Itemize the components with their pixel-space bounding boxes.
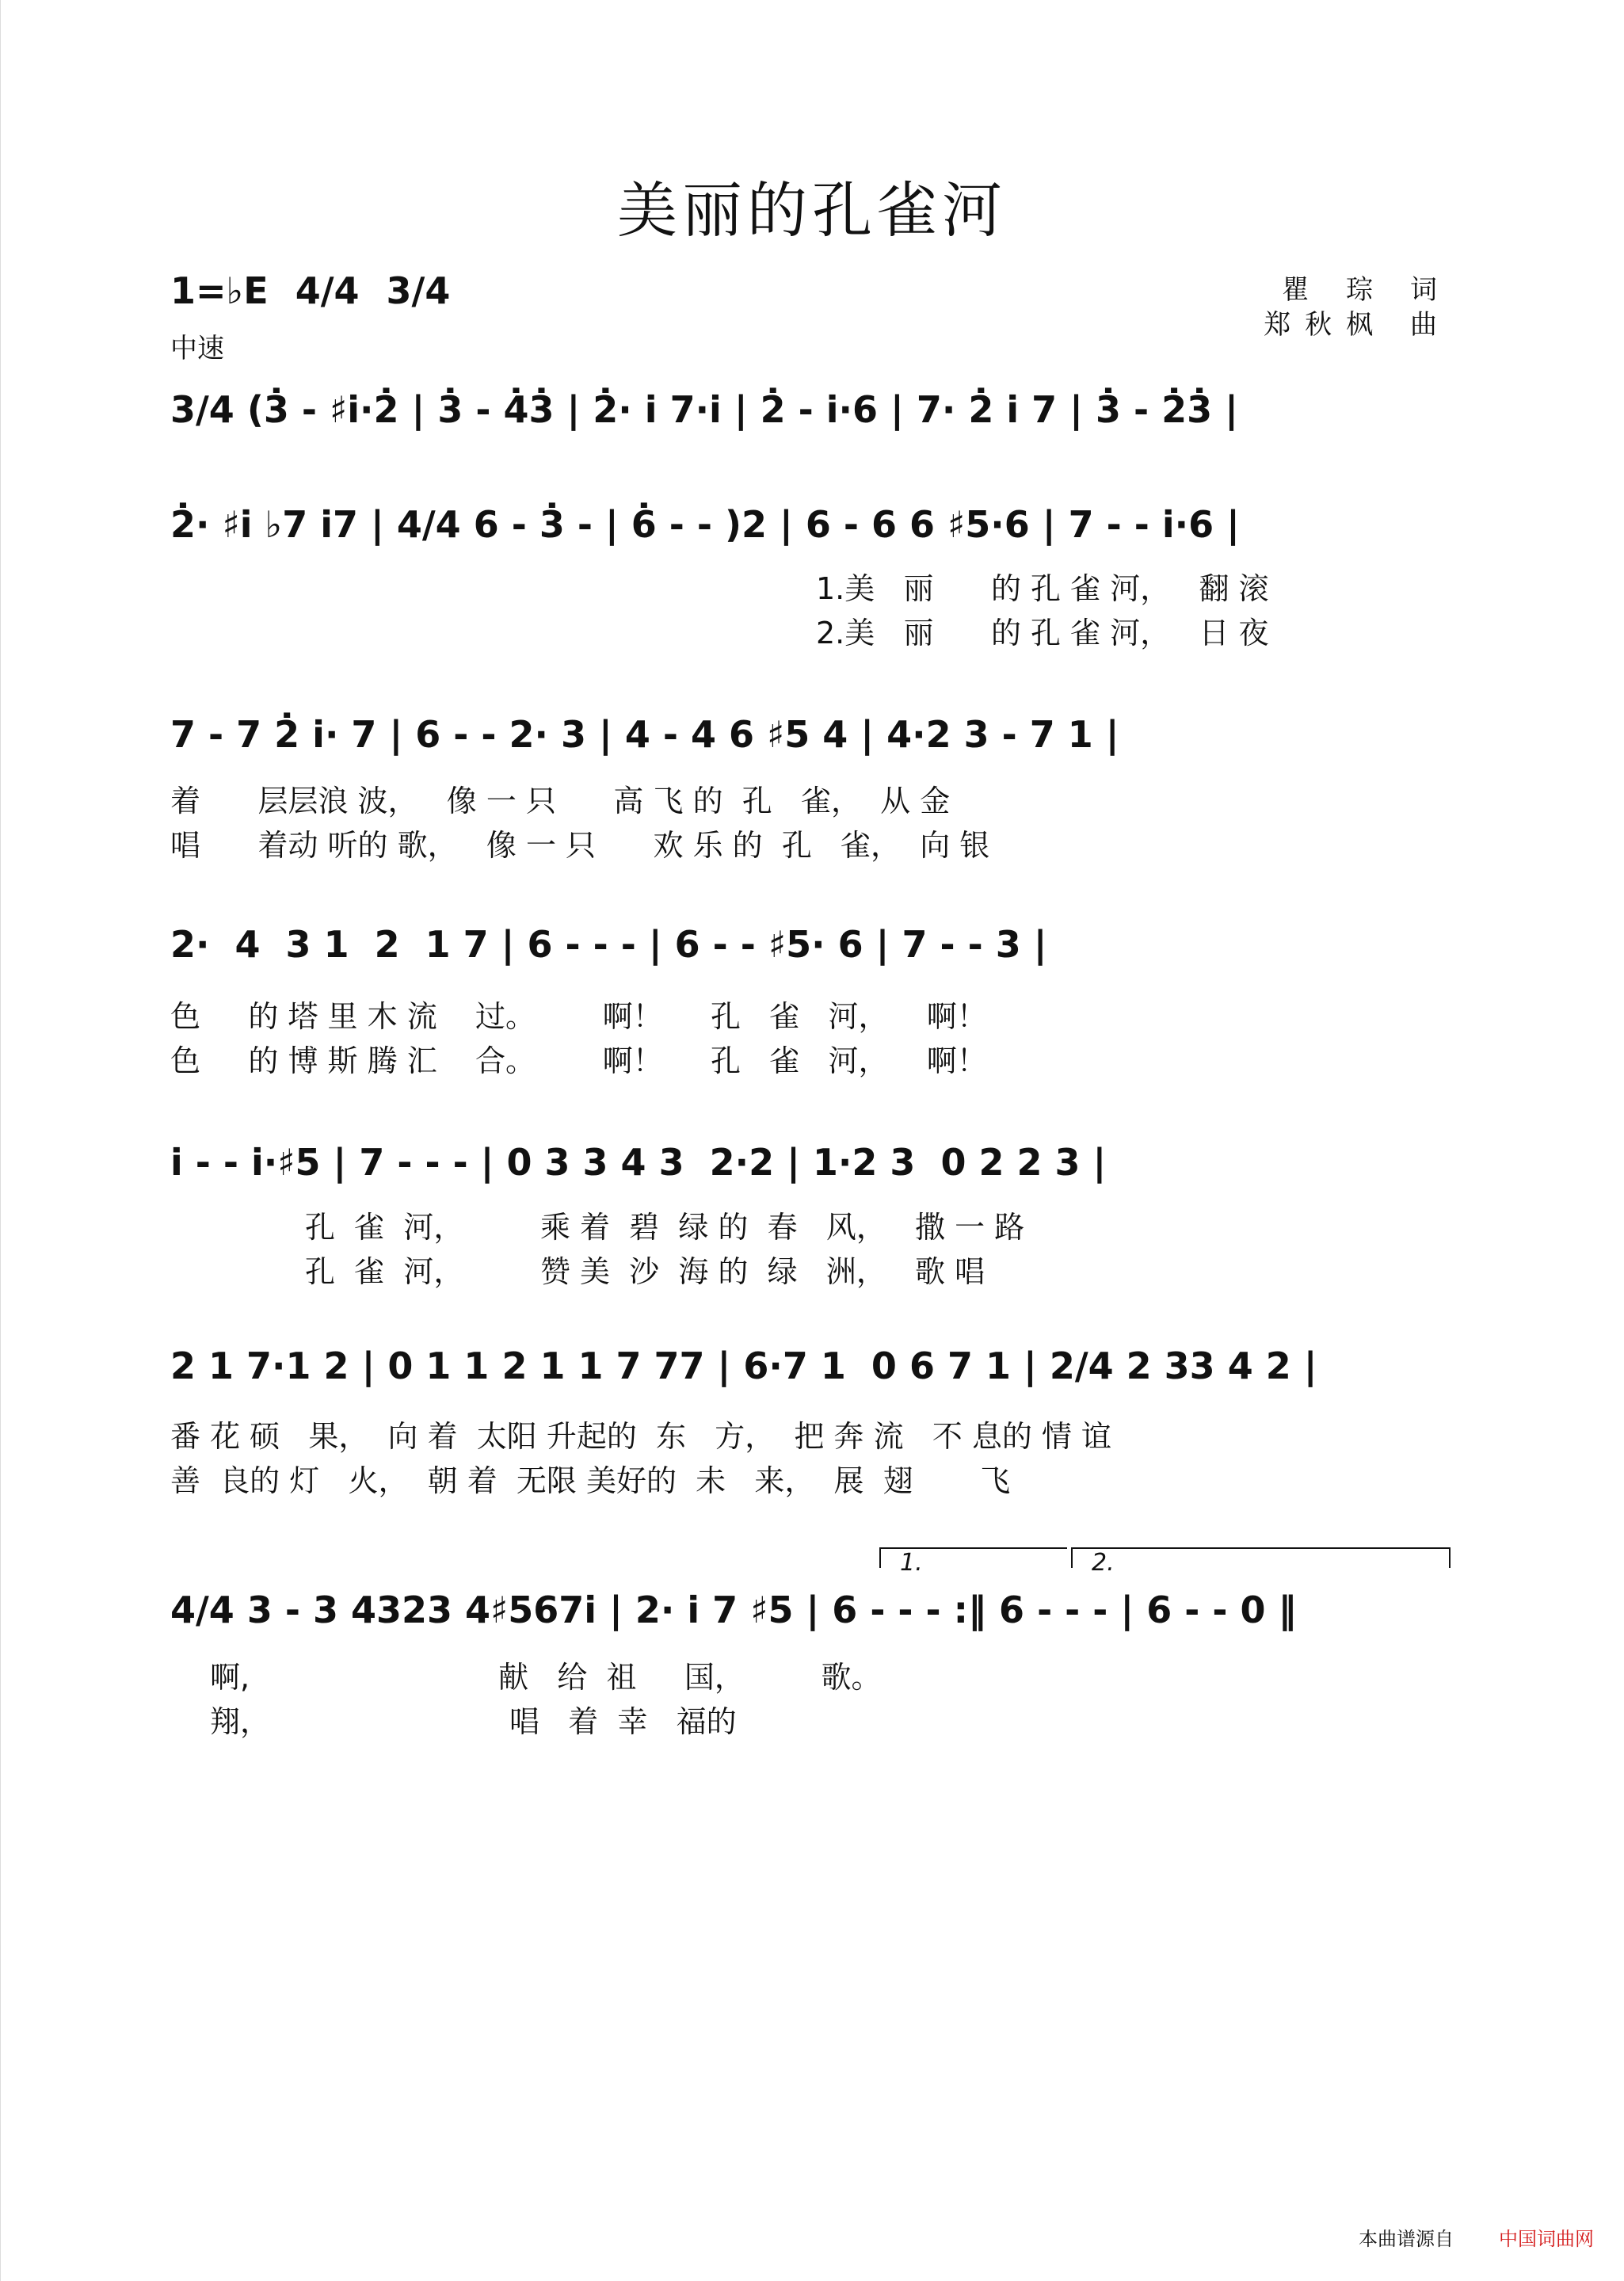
tempo-marking: 中速	[170, 333, 224, 364]
notation-line-1: 3/4 (3̇ - ♯i̇·2̇ | 3̇ - 4̇3̇ | 2̇· i̇ 7·i̇ | 2̇ - i̇·6 | 7· 2̇ i̇ 7 | 3̇ - 2̇3̇ |	[170, 388, 1238, 431]
lyric-line-3-verse-1: 着 层层浪 波， 像 一 只 高 飞 的 孔 雀， 从 金	[170, 784, 951, 818]
notation-line-7: 4/4 3 - 3 4323 4♯567i̇ | 2· i̇ 7 ♯5 | 6 - - - :‖ 6 - - - | 6 - - 0 ‖	[170, 1589, 1297, 1631]
footer-brand-link[interactable]: 中国词曲网	[1499, 2228, 1594, 2250]
notation-line-4: 2· 4 3 1 2 1 7 | 6 - - - | 6 - - ♯5· 6 | 7 - - 3 |	[170, 923, 1047, 966]
song-title: 美丽的孔雀河	[617, 175, 1007, 246]
notation-line-6: 2 1 7·1 2 | 0 1 1 2 1 1 7 77 | 6·7 1 0 6 7 1 | 2/4 2 33 4 2 |	[170, 1345, 1317, 1387]
ending-label-1: 1.	[900, 1549, 923, 1577]
time-signature-2: 3/4	[386, 269, 451, 312]
lyric-line-4-verse-2: 色 的 博 斯 腾 汇 合。 啊！ 孔 雀 河， 啊！	[170, 1043, 987, 1078]
notation-line-3: 7 - 7 2̇ i̇· 7 | 6 - - 2· 3 | 4 - 4 6 ♯5 4 | 4·2 3 - 7 1 |	[170, 713, 1119, 756]
composer-credit: 郑秋枫 曲	[1264, 309, 1451, 341]
ending-bracket-2	[1071, 1547, 1451, 1577]
notation-line-2: 2̇· ♯i̇ ♭7 i̇7 | 4/4 6 - 3̇ - | 6̇ - - )2 | 6 - 6 6 ♯5·6 | 7 - - i̇·6 |	[170, 503, 1240, 546]
lyric-line-7-verse-2: 翔， 唱 着 幸 福的	[210, 1704, 737, 1739]
key-signature-text: 1=♭E	[170, 269, 269, 312]
lyricist-credit: 瞿 琮 词	[1282, 274, 1451, 306]
lyric-line-2-verse-2: 2.美 丽 的 孔 雀 河， 日 夜	[816, 616, 1269, 650]
lyric-line-5-verse-1: 孔 雀 河， 乘 着 碧 绿 的 春 风， 撒 一 路	[305, 1210, 1025, 1245]
footer-source-text: 本曲谱源自	[1359, 2228, 1454, 2250]
time-signature-1: 4/4	[295, 269, 360, 312]
lyric-line-7-verse-1: 啊, 献 给 祖 国， 歌。	[210, 1660, 882, 1695]
lyric-line-6-verse-1: 番 花 硕 果， 向 着 太阳 升起的 东 方， 把 奔 流 不 息的 情 谊	[170, 1419, 1112, 1454]
notation-line-5: i̇ - - i̇·♯5 | 7 - - - | 0 3 3 4 3 2·2 | 1·2 3 0 2 2 3 |	[170, 1141, 1107, 1184]
ending-label-2: 2.	[1092, 1549, 1115, 1577]
lyric-line-5-verse-2: 孔 雀 河， 赞 美 沙 海 的 绿 洲， 歌 唱	[305, 1254, 985, 1289]
lyric-line-3-verse-2: 唱 着动 听的 歌， 像 一 只 欢 乐 的 孔 雀， 向 银	[170, 828, 990, 863]
lyric-line-4-verse-1: 色 的 塔 里 木 流 过。 啊！ 孔 雀 河， 啊！	[170, 999, 987, 1034]
ending-bracket-1	[879, 1547, 1067, 1577]
key-signature	[170, 269, 450, 312]
lyric-line-2-verse-1: 1.美 丽 的 孔 雀 河， 翻 滚	[816, 571, 1269, 606]
lyric-line-6-verse-2: 善 良的 灯 火， 朝 着 无限 美好的 未 来， 展 翅 飞	[170, 1463, 1011, 1498]
